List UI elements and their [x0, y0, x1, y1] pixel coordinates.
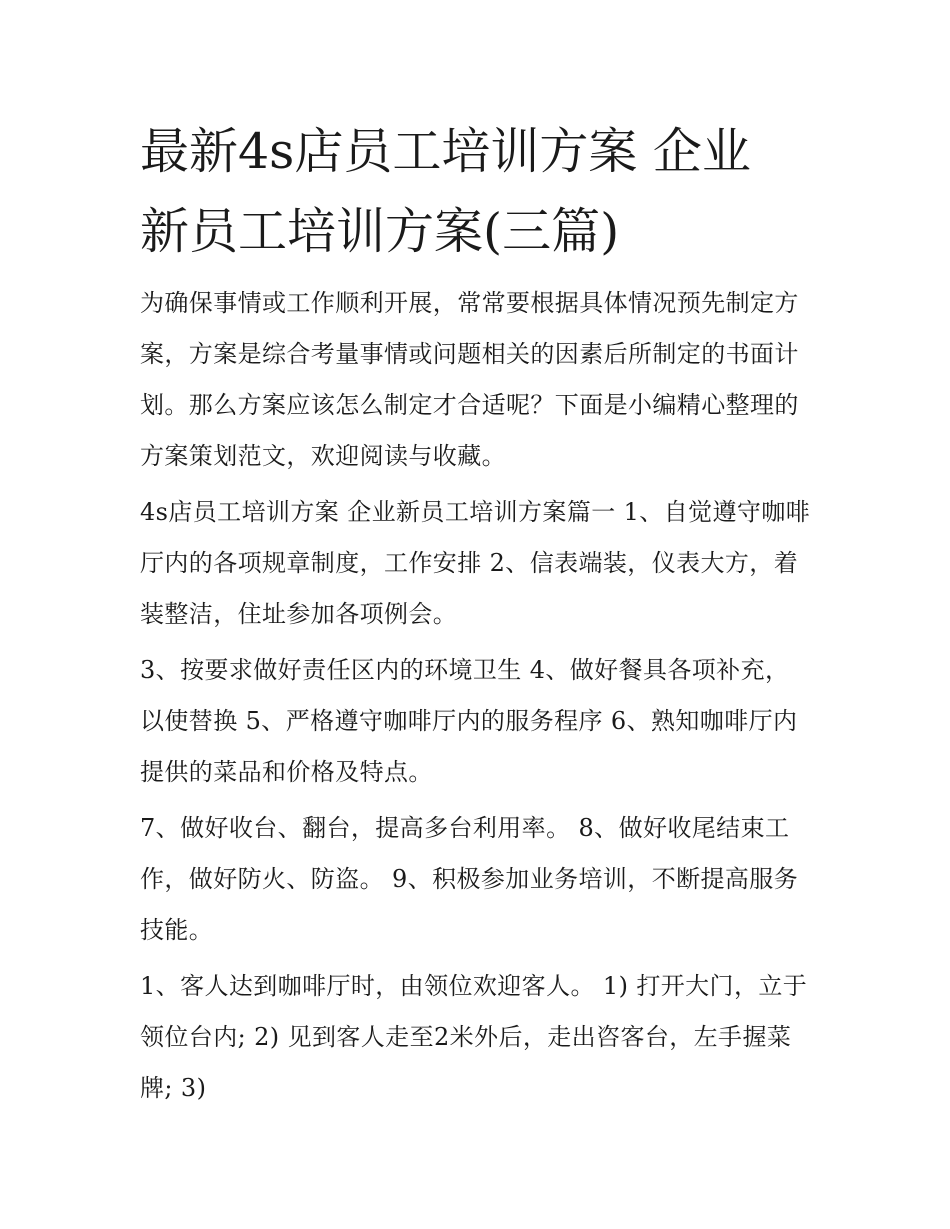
rules-paragraph-b	[140, 803, 820, 956]
text-line: 牌; 3)	[140, 1074, 207, 1102]
text-line: 7、做好收台、翻台，提高多台利用率。 8、做好收尾结束工	[140, 814, 790, 842]
text-line: 作，做好防火、防盗。 9、积极参加业务培训，不断提高服务	[140, 865, 799, 893]
text-line: 4s店员工培训方案 企业新员工培训方案篇一 1、自觉遵守咖啡	[140, 498, 811, 526]
rules-paragraph-a	[140, 645, 820, 798]
text-line: 方案策划范文，欢迎阅读与收藏。	[140, 442, 506, 470]
text-line: 领位台内; 2) 见到客人走至2米外后，走出咨客台，左手握菜	[140, 1023, 792, 1051]
text-line: 技能。	[140, 916, 214, 944]
text-line: 厅内的各项规章制度，工作安排 2、信表端装，仪表大方，着	[140, 549, 799, 577]
document-title	[140, 112, 820, 272]
text-line: 装整洁，住址参加各项例会。	[140, 600, 458, 628]
text-line: 1、客人达到咖啡厅时，由领位欢迎客人。 1) 打开大门，立于	[140, 972, 808, 1000]
title-line-2: 新员工培训方案(三篇)	[140, 203, 620, 260]
greeting-procedure-paragraph	[140, 961, 820, 1114]
text-line: 3、按要求做好责任区内的环境卫生 4、做好餐具各项补充，	[140, 656, 790, 684]
text-line: 为确保事情或工作顺利开展，常常要根据具体情况预先制定方	[140, 289, 799, 317]
text-line: 以使替换 5、严格遵守咖啡厅内的服务程序 6、熟知咖啡厅内	[140, 707, 798, 735]
text-line: 划。那么方案应该怎么制定才合适呢？下面是小编精心整理的	[140, 391, 799, 419]
text-line: 案，方案是综合考量事情或问题相关的因素后所制定的书面计	[140, 340, 799, 368]
title-line-1: 最新4s店员工培训方案 企业	[140, 123, 751, 180]
text-line: 提供的菜品和价格及特点。	[140, 758, 433, 786]
section-one-paragraph	[140, 487, 820, 640]
intro-paragraph	[140, 278, 820, 482]
document-body	[140, 278, 820, 1119]
